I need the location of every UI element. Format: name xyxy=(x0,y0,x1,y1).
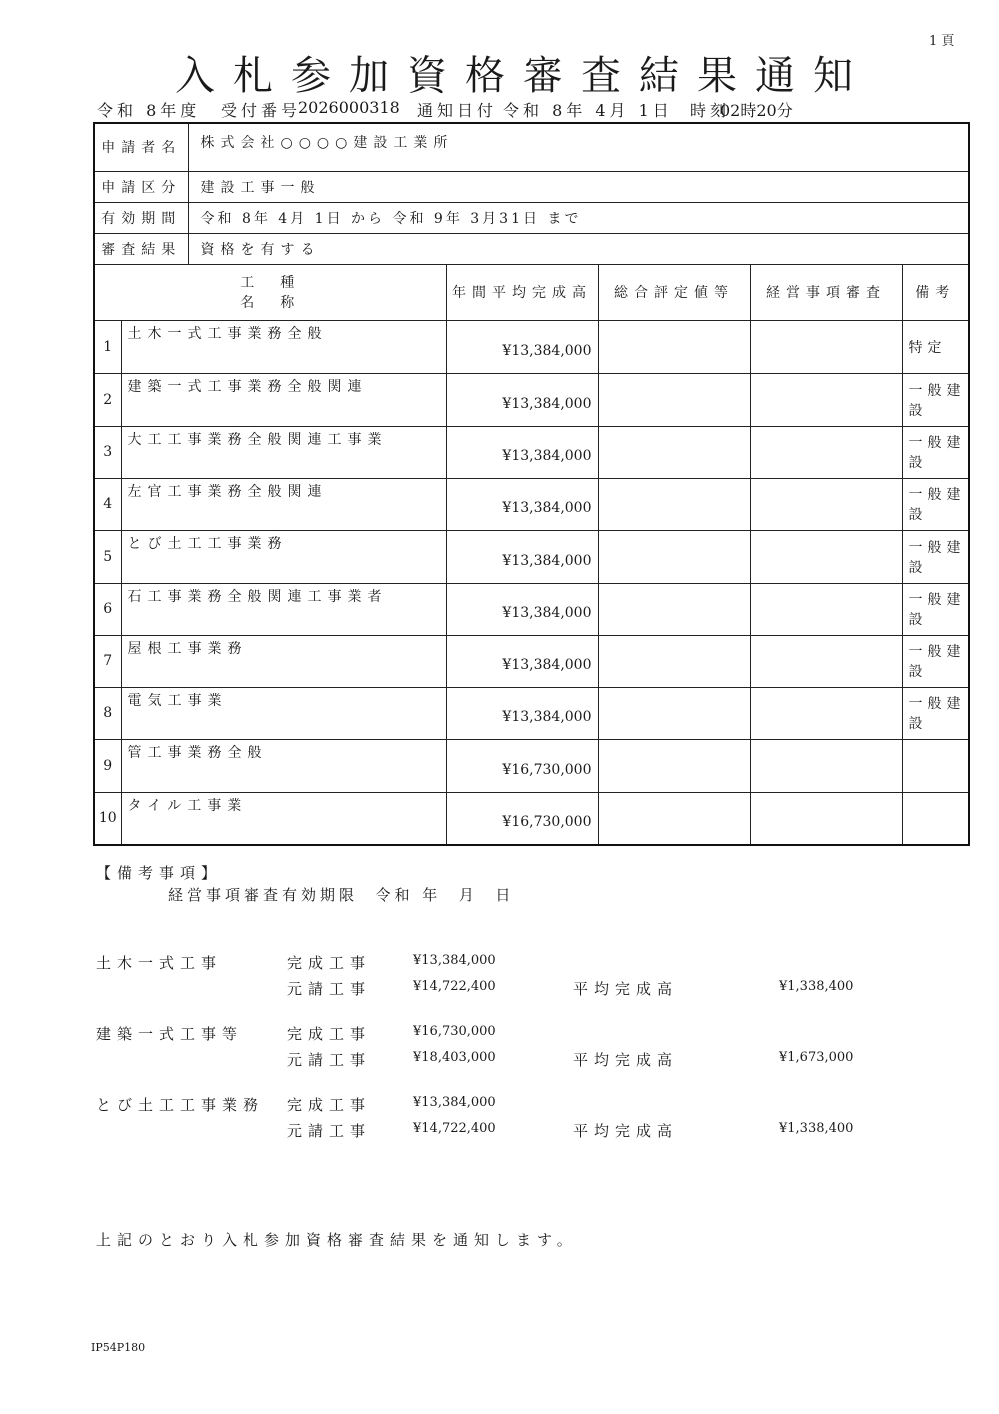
row-name: 電気工事業 xyxy=(121,687,446,739)
column-header-score1: 総合評定値等 xyxy=(598,264,750,320)
row-amount: ¥13,384,000 xyxy=(446,530,598,583)
review-result: 資格を有する xyxy=(188,233,969,264)
summary-title: 土木一式工事 xyxy=(96,954,223,972)
summary-label: 平均完成高 xyxy=(573,980,679,998)
summary-value: ¥13,384,000 xyxy=(413,953,496,968)
footer-note: 上記のとおり入札参加資格審査結果を通知します。 xyxy=(96,1231,578,1249)
row-score1 xyxy=(598,687,750,739)
row-number: 3 xyxy=(94,426,121,478)
table-row xyxy=(94,478,969,530)
row-name: とび土工工事業務 xyxy=(121,530,446,583)
form-code: IP54P180 xyxy=(91,1341,146,1354)
notice-time: 02時20分 xyxy=(720,101,793,120)
table-row xyxy=(94,373,969,426)
remarks-line: 経営事項審査有効期限 令和 年 月 日 xyxy=(168,886,515,904)
application-category: 建設工事一般 xyxy=(188,171,969,202)
summary-value: ¥14,722,400 xyxy=(413,979,496,994)
row-number: 5 xyxy=(94,530,121,583)
valid-period: 令和 8年 4月 1日 から 令和 9年 3月31日 まで xyxy=(188,202,969,233)
notice-time-label: 時刻 xyxy=(690,101,731,120)
summary-value: ¥14,722,400 xyxy=(413,1121,496,1136)
info-label: 審査結果 xyxy=(94,233,188,264)
summary-value: ¥1,338,400 xyxy=(779,979,854,994)
table-row xyxy=(94,426,969,478)
summary-value: ¥16,730,000 xyxy=(413,1024,496,1039)
row-score2 xyxy=(750,792,902,845)
row-name: 管工事業務全般 xyxy=(121,739,446,792)
page-number: 1 頁 xyxy=(929,34,955,49)
table-row xyxy=(94,792,969,845)
column-header-item-line2: 名 称 xyxy=(240,295,301,311)
row-note: 一般建設 xyxy=(902,635,969,687)
notice-date: 令和 8年 4月 1日 xyxy=(503,101,673,120)
row-amount: ¥13,384,000 xyxy=(446,635,598,687)
column-header-score2: 経営事項審査 xyxy=(750,264,902,320)
info-label: 申請区分 xyxy=(94,171,188,202)
row-amount: ¥13,384,000 xyxy=(446,687,598,739)
table-row xyxy=(94,687,969,739)
summary-label: 平均完成高 xyxy=(573,1051,679,1069)
table-row xyxy=(94,739,969,792)
column-header-item-line1: 工 種 xyxy=(240,275,301,291)
summary-value: ¥1,338,400 xyxy=(779,1121,854,1136)
row-name: 土木一式工事業務全般 xyxy=(121,320,446,373)
row-amount: ¥13,384,000 xyxy=(446,320,598,373)
row-name: 屋根工事業務 xyxy=(121,635,446,687)
column-header-note: 備考 xyxy=(902,264,969,320)
row-score2 xyxy=(750,530,902,583)
summary-label: 完成工事 xyxy=(287,1096,372,1114)
info-label: 有効期間 xyxy=(94,202,188,233)
row-number: 1 xyxy=(94,320,121,373)
summary-title: 建築一式工事等 xyxy=(96,1025,244,1043)
row-name: 大工工事業務全般関連工事業 xyxy=(121,426,446,478)
applicant-name: 株式会社○○○○建設工業所 xyxy=(188,123,969,171)
row-note: 一般建設 xyxy=(902,478,969,530)
row-score2 xyxy=(750,739,902,792)
row-score1 xyxy=(598,426,750,478)
summary-label: 平均完成高 xyxy=(573,1122,679,1140)
info-label: 申請者名 xyxy=(94,123,188,171)
row-name: 左官工事業務全般関連 xyxy=(121,478,446,530)
row-score1 xyxy=(598,635,750,687)
summary-value: ¥1,673,000 xyxy=(779,1050,854,1065)
row-amount: ¥13,384,000 xyxy=(446,373,598,426)
summary-label: 元請工事 xyxy=(287,1122,372,1140)
row-score1 xyxy=(598,530,750,583)
row-score2 xyxy=(750,320,902,373)
row-score2 xyxy=(750,635,902,687)
row-note: 一般建設 xyxy=(902,583,969,635)
row-note: 一般建設 xyxy=(902,426,969,478)
row-number: 6 xyxy=(94,583,121,635)
fiscal-year: 令和 8年度 xyxy=(97,101,201,120)
row-score2 xyxy=(750,687,902,739)
row-amount: ¥13,384,000 xyxy=(446,426,598,478)
summary-label: 完成工事 xyxy=(287,1025,372,1043)
row-score1 xyxy=(598,739,750,792)
row-note: 一般建設 xyxy=(902,530,969,583)
row-score1 xyxy=(598,478,750,530)
table-row xyxy=(94,635,969,687)
document-title: 入札参加資格審査結果通知 xyxy=(175,53,871,99)
row-score1 xyxy=(598,320,750,373)
row-number: 7 xyxy=(94,635,121,687)
row-note: 一般建設 xyxy=(902,373,969,426)
summary-value: ¥13,384,000 xyxy=(413,1095,496,1110)
row-amount: ¥16,730,000 xyxy=(446,739,598,792)
notice-date-label: 通知日付 xyxy=(417,101,498,120)
row-score2 xyxy=(750,426,902,478)
row-score1 xyxy=(598,583,750,635)
summary-label: 完成工事 xyxy=(287,954,372,972)
row-note: 特定 xyxy=(902,320,969,373)
row-amount: ¥13,384,000 xyxy=(446,478,598,530)
row-name: 建築一式工事業務全般関連 xyxy=(121,373,446,426)
row-number: 2 xyxy=(94,373,121,426)
summary-label: 元請工事 xyxy=(287,1051,372,1069)
row-score2 xyxy=(750,478,902,530)
column-header-item xyxy=(94,264,446,320)
row-name: タイル工事業 xyxy=(121,792,446,845)
row-score2 xyxy=(750,373,902,426)
row-number: 4 xyxy=(94,478,121,530)
row-note: 一般建設 xyxy=(902,687,969,739)
table-row xyxy=(94,530,969,583)
result-table xyxy=(93,122,970,846)
remarks-title: 【備考事項】 xyxy=(96,864,223,882)
table-row xyxy=(94,320,969,373)
row-score1 xyxy=(598,373,750,426)
row-amount: ¥16,730,000 xyxy=(446,792,598,845)
summary-value: ¥18,403,000 xyxy=(413,1050,496,1065)
row-number: 8 xyxy=(94,687,121,739)
row-score2 xyxy=(750,583,902,635)
summary-label: 元請工事 xyxy=(287,980,372,998)
receipt-number: 2026000318 xyxy=(298,98,400,117)
row-name: 石工事業務全般関連工事業者 xyxy=(121,583,446,635)
summary-title: とび土工工事業務 xyxy=(96,1096,265,1114)
receipt-number-label: 受付番号 xyxy=(221,101,302,120)
row-number: 10 xyxy=(94,792,121,845)
column-header-amount: 年間平均完成高 xyxy=(446,264,598,320)
row-number: 9 xyxy=(94,739,121,792)
table-row xyxy=(94,583,969,635)
row-amount: ¥13,384,000 xyxy=(446,583,598,635)
row-note xyxy=(902,792,969,845)
row-score1 xyxy=(598,792,750,845)
row-note xyxy=(902,739,969,792)
